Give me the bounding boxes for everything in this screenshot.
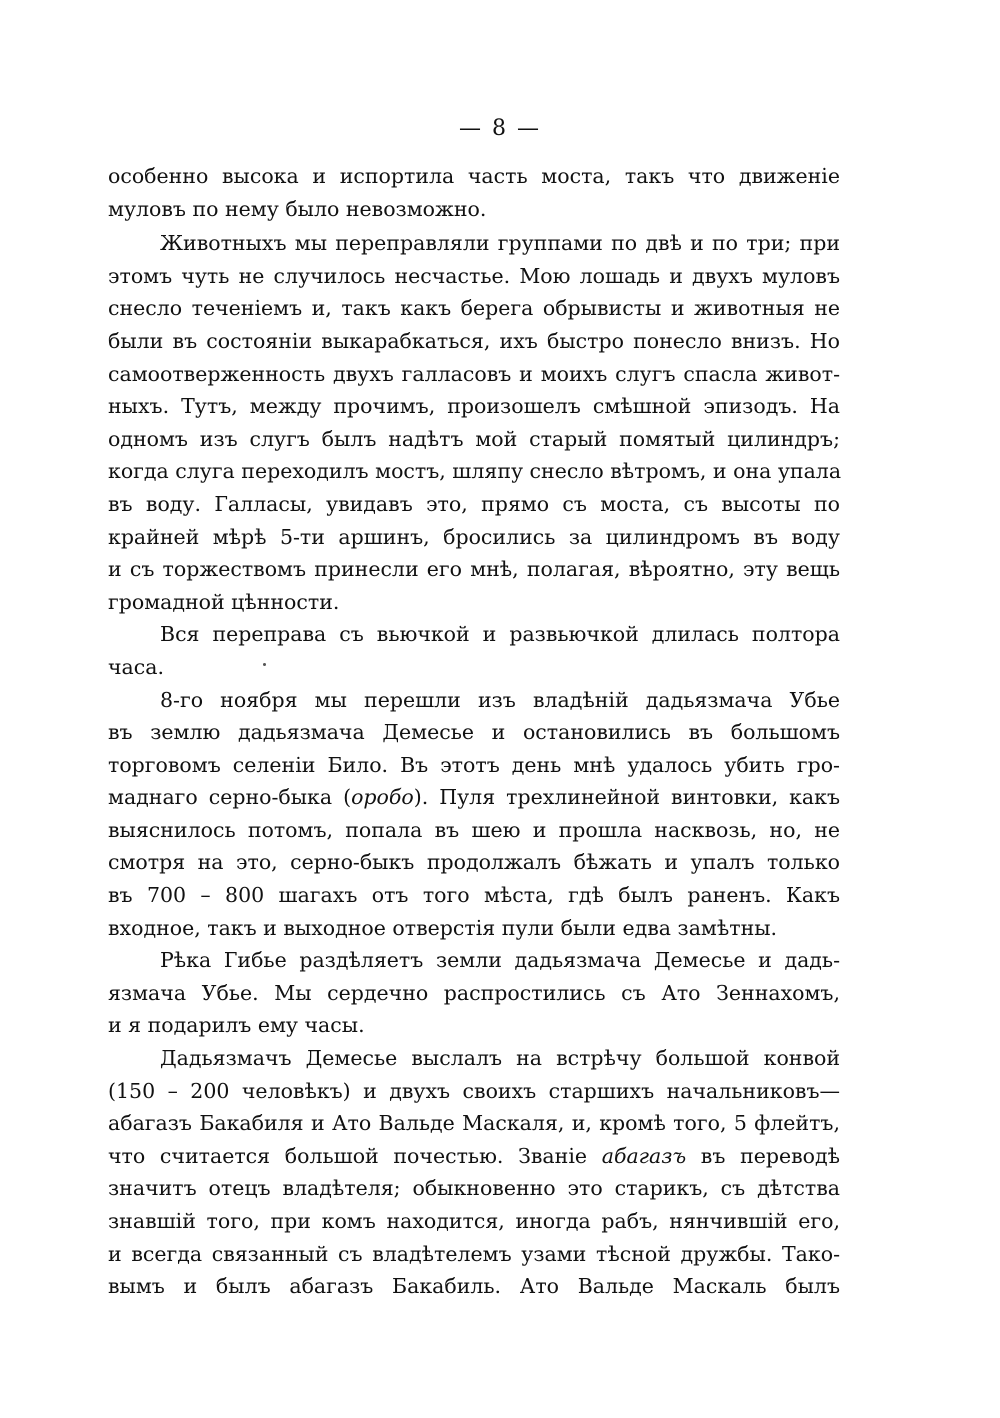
italic-term: оробо xyxy=(351,785,414,810)
text-line: крайней мѣрѣ 5-ти аршинъ, бросились за цилиндромъ въ воду xyxy=(108,524,840,549)
text-line: въ воду. Галласы, увидавъ это, прямо съ моста, съ высоты по xyxy=(108,491,840,516)
text-segment: маднаго серно-быка ( xyxy=(108,785,352,810)
text-line: абагазъ Бакабиля и Ато Вальде Маскаля, и, кромѣ того, 5 флейтъ, xyxy=(108,1111,840,1136)
text-line: самоотверженность двухъ галласовъ и моихъ слугъ спасла живот- xyxy=(108,361,840,386)
text-line: когда слуга переходилъ мостъ, шляпу снесло вѣтромъ, и она упала xyxy=(108,459,842,484)
text-line: язмача Убье. Мы сердечно распростились съ Ато Зеннахомъ, xyxy=(108,980,840,1005)
text-line: и съ торжествомъ принесли его мнѣ, полагая, вѣроятно, эту вещь xyxy=(108,557,840,582)
text-line: смотря на это, серно-быкъ продолжалъ бѣжать и упалъ только xyxy=(108,850,840,875)
text-line: этомъ чуть не случилось несчастье. Мою лошадь и двухъ муловъ xyxy=(108,263,840,288)
text-line: и всегда связанный съ владѣтелемъ узами тѣсной дружбы. Тако- xyxy=(108,1241,840,1266)
text-line: и я подарилъ ему часы. xyxy=(108,1013,365,1038)
print-speck xyxy=(263,663,266,666)
text-line: Вся переправа съ вьючкой и развьючкой длилась полтора xyxy=(160,622,840,647)
page-number: — 8 — xyxy=(459,116,541,141)
text-line: одномъ изъ слугъ былъ надѣтъ мой старый помятый цилиндръ; xyxy=(108,426,840,451)
text-line: громадной цѣнности. xyxy=(108,589,340,614)
text-line: въ 700 – 800 шагахъ отъ того мѣста, гдѣ былъ раненъ. Какъ xyxy=(108,883,840,908)
text-line: (150 – 200 человѣкъ) и двухъ своихъ старшихъ начальниковъ— xyxy=(108,1078,840,1103)
text-line: входное, такъ и выходное отверстiя пули были едва замѣтны. xyxy=(108,915,778,940)
body-text xyxy=(108,160,840,1303)
text-line: значитъ отецъ владѣтеля; обыкновенно это старикъ, съ дѣтства xyxy=(108,1176,840,1201)
text-line: снесло теченiемъ и, такъ какъ берега обрывисты и животныя не xyxy=(108,296,840,321)
text-segment: что считается большой почестью. Званiе xyxy=(108,1143,602,1168)
text-line: Дадьязмачъ Демесье выслалъ на встрѣчу большой конвой xyxy=(160,1046,840,1071)
text-line: 8-го ноября мы перешли изъ владѣнiй дадьязмача Убье xyxy=(160,687,840,712)
text-line: ныхъ. Тутъ, между прочимъ, произошелъ смѣшной эпизодъ. На xyxy=(108,394,840,419)
text-line: особенно высока и испортила часть моста, такъ что движенie xyxy=(108,164,840,188)
text-line: Животныхъ мы переправляли группами по двѣ и по три; при xyxy=(160,231,840,256)
text-line: вымъ и былъ абагазъ Бакабиль. Ато Вальде Маскаль былъ xyxy=(108,1274,840,1299)
text-line xyxy=(108,781,840,814)
text-line: Рѣка Гибье раздѣляетъ земли дадьязмача Демесье и дадь- xyxy=(160,948,840,973)
text-line: выяснилось потомъ, попала въ шею и прошла насквозь, но, не xyxy=(108,817,840,842)
text-line xyxy=(108,1140,840,1173)
italic-term: абагазъ xyxy=(601,1143,687,1168)
text-segment: ). Пуля трехлинейной винтовки, какъ xyxy=(413,785,841,810)
text-line: муловъ по нему было невозможно. xyxy=(108,196,487,221)
text-line: въ землю дадьязмача Демесье и остановились въ большомъ xyxy=(108,720,840,745)
text-line: торговомъ селенiи Било. Въ этотъ день мнѣ удалось убить гро- xyxy=(108,752,840,777)
text-segment: въ переводѣ xyxy=(686,1143,840,1168)
text-line: были въ состоянiи выкарабкаться, ихъ быстро понесло внизъ. Но xyxy=(108,328,840,353)
text-line: знавшiй того, при комъ находится, иногда рабъ, нянчившiй его, xyxy=(108,1209,840,1233)
text-line: часа. xyxy=(108,654,164,679)
